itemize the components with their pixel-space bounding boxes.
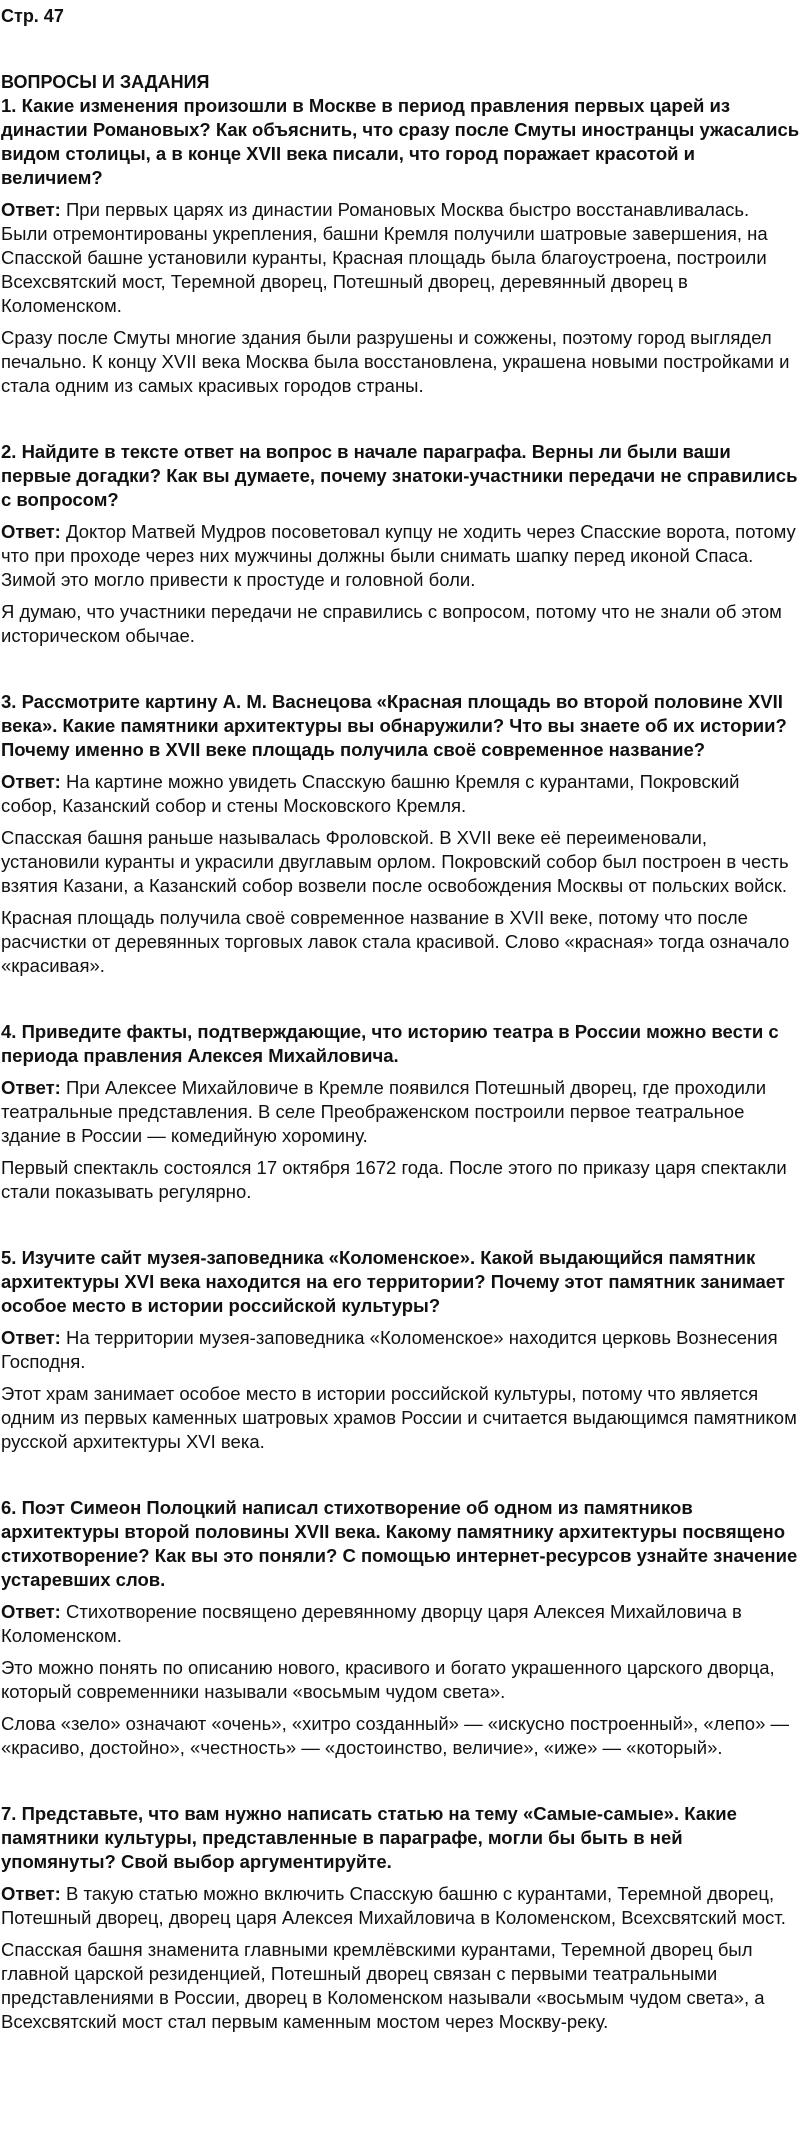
answer-paragraph [1, 1326, 800, 1374]
question-block [0, 1496, 800, 1760]
spacer [0, 978, 800, 1020]
question-text: 5. Изучите сайт музея-заповедника «Коломенское». Какой выдающийся памятник архитектуры XVI века находится на его территории? Почему этот памятник занимает особое место в истории российской культуры? [1, 1247, 785, 1316]
question-text: 6. Поэт Симеон Полоцкий написал стихотворение об одном из памятников архитектуры второй половины XVII века. Какому памятнику архитектуры посвящено стихотворение? Как вы это поняли? С помощью интернет-ресурсов узнайте значение устаревших слов. [1, 1497, 798, 1590]
explanation-paragraph: Это можно понять по описанию нового, красивого и богато украшенного царского дворца, который современники называли «восьмым чудом света». [1, 1657, 775, 1702]
question-text: 1. Какие изменения произошли в Москве в период правления первых царей из династии Романовых? Как объяснить, что сразу после Смуты иностранцы ужасались видом столицы, а в конце XVII века писали, что город поражает красотой и величием? [1, 95, 800, 188]
section-title: ВОПРОСЫ И ЗАДАНИЯ [1, 72, 210, 92]
explanation-paragraph: Спасская башня раньше называлась Фроловской. В XVII веке её переименовали, установили куранты и украсили двуглавым орлом. Покровский собор был построен в честь взятия Казани, а Казанский собор возвели после освобождения Москвы от польских войск. [1, 827, 789, 896]
answer-label: Ответ: [1, 521, 61, 542]
answer-paragraph [1, 1600, 800, 1648]
answer-paragraph [1, 1882, 800, 1930]
question-text: 3. Рассмотрите картину А. М. Васнецова «Красная площадь во второй половине XVII века». Какие памятники архитектуры вы обнаружили? Что вы знаете об их истории? Почему именно в XVII веке площадь получила своё современное название? [1, 691, 787, 760]
explanation-paragraph: Красная площадь получила своё современное название в XVII веке, потому что после расчистки от деревянных торговых лавок стала красивой. Слово «красная» тогда означало «красивая». [1, 907, 790, 976]
answer-label: Ответ: [1, 1077, 61, 1098]
question-block [0, 690, 800, 978]
answer-label: Ответ: [1, 199, 61, 220]
answer-text: На картине можно увидеть Спасскую башню Кремля с курантами, Покровский собор, Казанский собор и стены Московского Кремля. [1, 771, 740, 816]
answer-label: Ответ: [1, 1327, 61, 1348]
qa-list [0, 94, 800, 2034]
question-text: 4. Приведите факты, подтверждающие, что историю театра в России можно вести с периода правления Алексея Михайловича. [1, 1021, 779, 1066]
spacer [0, 1204, 800, 1246]
answer-text: В такую статью можно включить Спасскую башню с курантами, Теремной дворец, Потешный дворец, дворец царя Алексея Михайловича в Коломенском, Всехсвятский мост. [1, 1883, 786, 1928]
question-text: 7. Представьте, что вам нужно написать статью на тему «Самые-самые». Какие памятники культуры, представленные в параграфе, могли бы быть в ней упомянуты? Свой выбор аргументируйте. [1, 1803, 737, 1872]
answer-text: При первых царях из династии Романовых Москва быстро восстанавливалась. Были отремонтированы укрепления, башни Кремля получили шатровые завершения, на Спасской башне установили куранты, Красная площадь была благоустроена, построили Всехсвятский мост, Теремной дворец, Потешный дворец, деревянный дворец в Коломенском. [1, 199, 768, 316]
explanation-paragraph: Первый спектакль состоялся 17 октября 1672 года. После этого по приказу царя спектакли стали показывать регулярно. [1, 1157, 787, 1202]
explanation-paragraph: Я думаю, что участники передачи не справились с вопросом, потому что не знали об этом историческом обычае. [1, 601, 782, 646]
answer-label: Ответ: [1, 1601, 61, 1622]
answer-text: Стихотворение посвящено деревянному дворцу царя Алексея Михайловича в Коломенском. [1, 1601, 742, 1646]
spacer [0, 398, 800, 440]
answer-text: При Алексее Михайловиче в Кремле появился Потешный дворец, где проходили театральные представления. В селе Преображенском построили первое театральное здание в России — комедийную хоромину. [1, 1077, 767, 1146]
explanation-paragraph: Сразу после Смуты многие здания были разрушены и сожжены, поэтому город выглядел печально. К концу XVII века Москва была восстановлена, украшена новыми постройками и стала одним из самых красивых городов страны. [1, 327, 790, 396]
answer-text: Доктор Матвей Мудров посоветовал купцу не ходить через Спасские ворота, потому что при проходе через них мужчины должны были снимать шапку перед иконой Спаса. Зимой это могло привести к простуде и головной боли. [1, 521, 796, 590]
explanation-paragraph: Спасская башня знаменита главными кремлёвскими курантами, Теремной дворец был главной царской резиденцией, Потешный дворец связан с первыми театральными представлениями в России, дворец в Коломенском называли «восьмым чудом света», а Всехсвятский мост стал первым каменным мостом через Москву-реку. [1, 1939, 765, 2032]
question-block [0, 1246, 800, 1454]
spacer [0, 1454, 800, 1496]
answer-paragraph [1, 520, 800, 592]
question-block [0, 1020, 800, 1204]
question-text: 2. Найдите в тексте ответ на вопрос в начале параграфа. Верны ли были ваши первые догадки? Как вы думаете, почему знатоки-участники передачи не справились с вопросом? [1, 441, 798, 510]
answer-paragraph [1, 770, 800, 818]
page-number: Стр. 47 [1, 6, 64, 26]
answer-label: Ответ: [1, 771, 61, 792]
question-block [0, 94, 800, 398]
spacer [0, 648, 800, 690]
spacer [0, 1760, 800, 1802]
answer-paragraph [1, 1076, 800, 1148]
question-block [0, 1802, 800, 2034]
answer-label: Ответ: [1, 1883, 61, 1904]
question-block [0, 440, 800, 648]
explanation-paragraph: Этот храм занимает особое место в истории российской культуры, потому что является одним из первых каменных шатровых храмов России и считается выдающимся памятником русской архитектуры XVI века. [1, 1383, 797, 1452]
answer-text: На территории музея-заповедника «Коломенское» находится церковь Вознесения Господня. [1, 1327, 778, 1372]
explanation-paragraph: Слова «зело» означают «очень», «хитро созданный» — «искусно построенный», «лепо» — «красиво, достойно», «честность» — «достоинство, величие», «иже» — «который». [1, 1713, 789, 1758]
answer-paragraph [1, 198, 800, 318]
